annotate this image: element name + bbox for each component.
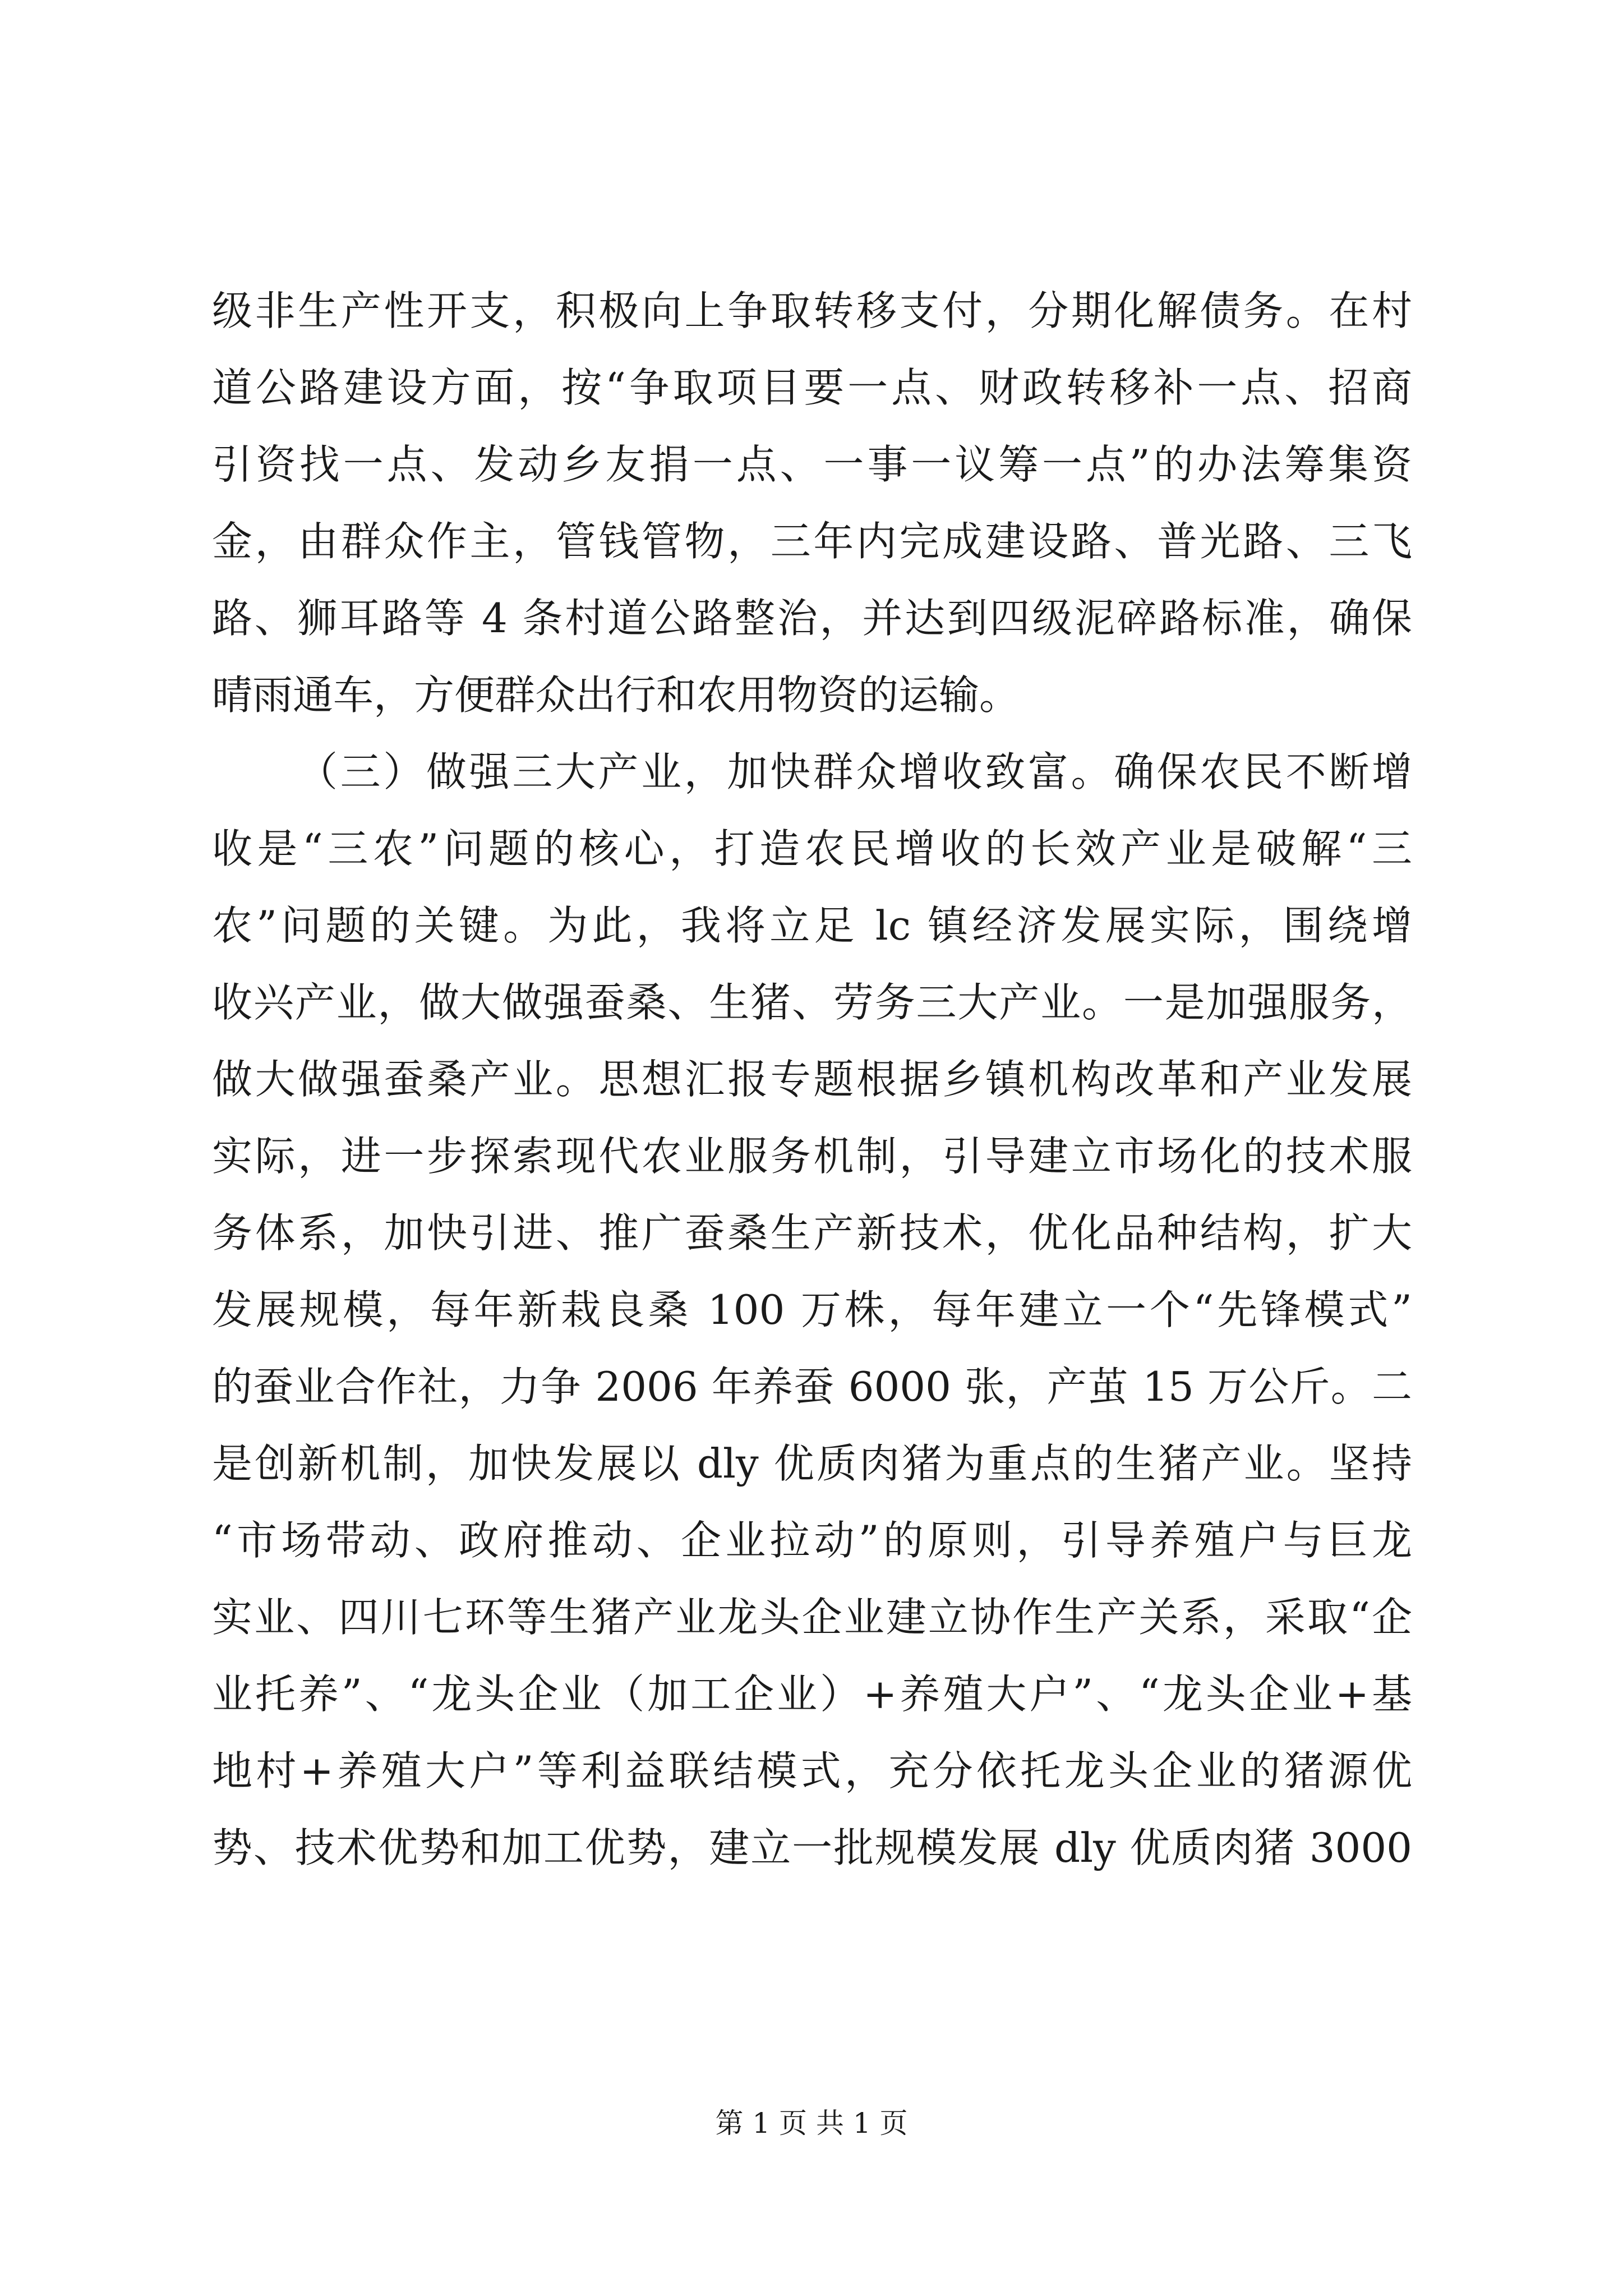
text-line: 实业、四川七环等生猪产业龙头企业建立协作生产关系，采取“企	[212, 1594, 1412, 1641]
text-line: 务体系，加快引进、推广蚕桑生产新技术，优化品种结构，扩大	[212, 1209, 1412, 1257]
text-line: 农”问题的关键。为此，我将立足 lc 镇经济发展实际，围绕增	[212, 902, 1412, 949]
text-line: 道公路建设方面，按“争取项目要一点、财政转移补一点、招商	[212, 364, 1412, 411]
text-line: 是创新机制，加快发展以 dly 优质肉猪为重点的生猪产业。坚持	[212, 1440, 1412, 1487]
paragraph-start-line: （三）做强三大产业，加快群众增收致富。确保农民不断增	[297, 748, 1412, 795]
text-line: 做大做强蚕桑产业。思想汇报专题根据乡镇机构改革和产业发展	[212, 1056, 1412, 1103]
text-line: 实际，进一步探索现代农业服务机制，引导建立市场化的技术服	[212, 1133, 1412, 1180]
text-line: 收是“三农”问题的核心，打造农民增收的长效产业是破解“三	[212, 825, 1412, 872]
text-line: 金，由群众作主，管钱管物，三年内完成建设路、普光路、三飞	[212, 518, 1412, 565]
text-line: 发展规模，每年新栽良桑 100 万株，每年建立一个“先锋模式”	[212, 1286, 1412, 1333]
text-line: 级非生产性开支，积极向上争取转移支付，分期化解债务。在村	[212, 287, 1412, 334]
text-line: 业托养”、“龙头企业（加工企业）+养殖大户”、“龙头企业+基	[212, 1671, 1412, 1718]
text-line: 晴雨通车，方便群众出行和农用物资的运输。	[212, 671, 1020, 719]
text-line: 路、狮耳路等 4 条村道公路整治，并达到四级泥碎路标准，确保	[212, 595, 1412, 642]
text-line: 势、技术优势和加工优势，建立一批规模发展 dly 优质肉猪 3000	[212, 1824, 1412, 1871]
text-line: 引资找一点、发动乡友捐一点、一事一议筹一点”的办法筹集资	[212, 441, 1412, 488]
text-line: 收兴产业，做大做强蚕桑、生猪、劳务三大产业。一是加强服务，	[212, 979, 1412, 1026]
text-line: “市场带动、政府推动、企业拉动”的原则，引导养殖户与巨龙	[212, 1517, 1412, 1564]
body-text	[212, 273, 1412, 1887]
text-line: 地村+养殖大户”等利益联结模式，充分依托龙头企业的猪源优	[212, 1747, 1412, 1795]
page-number-footer: 第 1 页 共 1 页	[715, 2107, 908, 2139]
text-line: 的蚕业合作社，力争 2006 年养蚕 6000 张，产茧 15 万公斤。二	[212, 1363, 1412, 1410]
